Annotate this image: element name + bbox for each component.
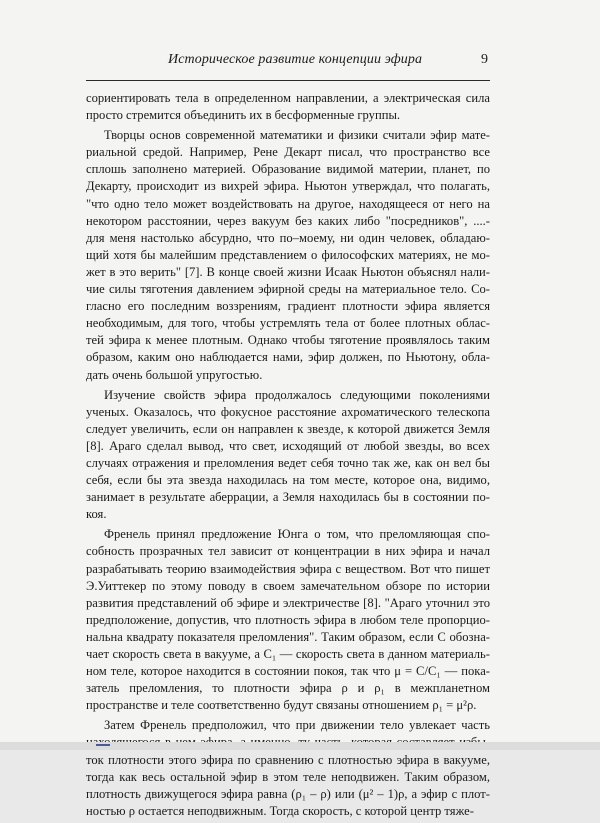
header-rule <box>86 80 490 81</box>
page-bottom-edge <box>0 742 600 750</box>
text-line: Э.Уиттекер по этому поводу в своем замечательном обзоре по истории <box>86 578 490 593</box>
edge-mark <box>96 744 110 746</box>
text-line: затель преломления, то плотности эфира ρ и ρ₁ в межпланетном <box>86 681 490 696</box>
page-number: 9 <box>481 52 488 67</box>
text-line: чает скорость света в вакууме, а C₁ — скорость света в данном материаль- <box>86 647 490 661</box>
text-line: "что одно тело может воздействовать на другое, находящееся от него на <box>86 196 490 211</box>
text-line: щий хотя бы малейшим представлением о философских материях, не мо- <box>86 247 490 262</box>
text-line: собность прозрачных тел зависит от концентрации в них эфира и начал <box>86 544 490 559</box>
text-line: некотором расстоянии, через вакуум без каких либо "посредников", ....- <box>86 213 490 228</box>
text-line: следует увеличить, если он направлен к звезде, к которой движется Земля <box>86 421 490 436</box>
text-line: Френель принял предложение Юнга о том, что преломляющая спо- <box>104 527 490 542</box>
paragraph <box>86 717 490 820</box>
text-line: гласно его последним воззрениям, градиент плотности эфира является <box>86 299 490 314</box>
text-line: для меня настолько абсурдно, что по–моему, ни один человек, обладаю- <box>86 230 490 245</box>
text-line: себя, если бы эта звезда находилась на том месте, которое она, видимо, <box>86 473 490 488</box>
text-line: образом, каким оно наблюдается нами, эфир должен, по Ньютону, обла- <box>86 350 490 365</box>
page-header <box>0 52 600 76</box>
text-line: плотность движущегося эфира равна (ρ₁ – ρ) или (μ² – 1)ρ, а эфир с плот- <box>86 786 490 801</box>
text-line: разрабатывать теорию взаимодействия эфира с веществом. Вот что пишет <box>86 561 490 576</box>
running-title: Историческое развитие концепции эфира <box>168 52 423 67</box>
text-line: просто стремится объединить их в бесформенные группы. <box>86 108 401 123</box>
text-line: сплошь заполнено материей. Образование видимой материи, планет, по <box>86 162 490 177</box>
text-line: Изучение свойств эфира продолжалось следующими поколениями <box>104 387 490 402</box>
text-line: предположение, допустив, что плотность эфира в любом теле пропорцио- <box>86 612 490 627</box>
text-line: ном теле, которое находится в состоянии покоя, так что μ = C/C₁ — пока- <box>86 664 490 679</box>
text-line: ностью ρ остается неподвижным. Тогда скорость, с которой центр тяже- <box>86 803 474 818</box>
text-line: пространстве и теле соответственно будут связаны отношением ρ₁ = μ²ρ. <box>86 698 477 713</box>
paragraph <box>86 127 490 383</box>
text-line: необходимым, для того, чтобы устремлять тела от более плотных облас- <box>86 316 490 331</box>
text-line: развития представлений об эфире и электричестве [8]. "Араго уточнил это <box>86 595 490 610</box>
text-line: тей эфира к менее плотным. Однако чтобы тяготение проявлялось таким <box>86 333 490 348</box>
text-line: [8]. Араго сделал вывод, что свет, исходящий от любой звезды, во всех <box>86 438 490 453</box>
text-line: сориентировать тела в определенном направлении, а электрическая сила <box>86 91 490 105</box>
text-line: тогда как весь остальной эфир в этом теле неподвижен. Таким образом, <box>86 769 490 784</box>
paragraph <box>86 526 490 714</box>
text-line: Творцы основ современной математики и физики считали эфир мате- <box>104 128 490 143</box>
text-line: Затем Френель предположил, что при движении тело увлекает часть <box>104 718 490 733</box>
text-line: дать очень большой упругостью. <box>86 367 263 382</box>
paragraph <box>86 90 490 124</box>
text-line: занимает в результате аберрации, а Земля находилась бы в состоянии по- <box>86 490 490 505</box>
body-text <box>86 90 490 823</box>
text-line: чие силы тяготения давлением эфирной среды на материальное тело. Со- <box>86 282 490 297</box>
text-line: жет в это верить" [7]. В конце своей жизни Исаак Ньютон объяснял нали- <box>86 264 490 279</box>
text-line: коя. <box>86 507 107 522</box>
text-line: ток плотности этого эфира по сравнению с плотностью эфира в вакууме, <box>86 752 490 767</box>
text-line: Декарту, происходит из вихрей эфира. Ньютон утверждал, что полагать, <box>86 179 490 194</box>
text-line: нальна квадрату показателя преломления". Таким образом, если C обозна- <box>86 629 490 644</box>
paragraph <box>86 387 490 524</box>
text-line: случаях отражения и преломления ведет себя точно так же, как он вел бы <box>86 455 490 470</box>
text-line: ученых. Оказалось, что фокусное расстояние ахроматического телескопа <box>86 404 490 419</box>
text-line: риальной средой. Например, Рене Декарт писал, что пространство все <box>86 145 490 160</box>
